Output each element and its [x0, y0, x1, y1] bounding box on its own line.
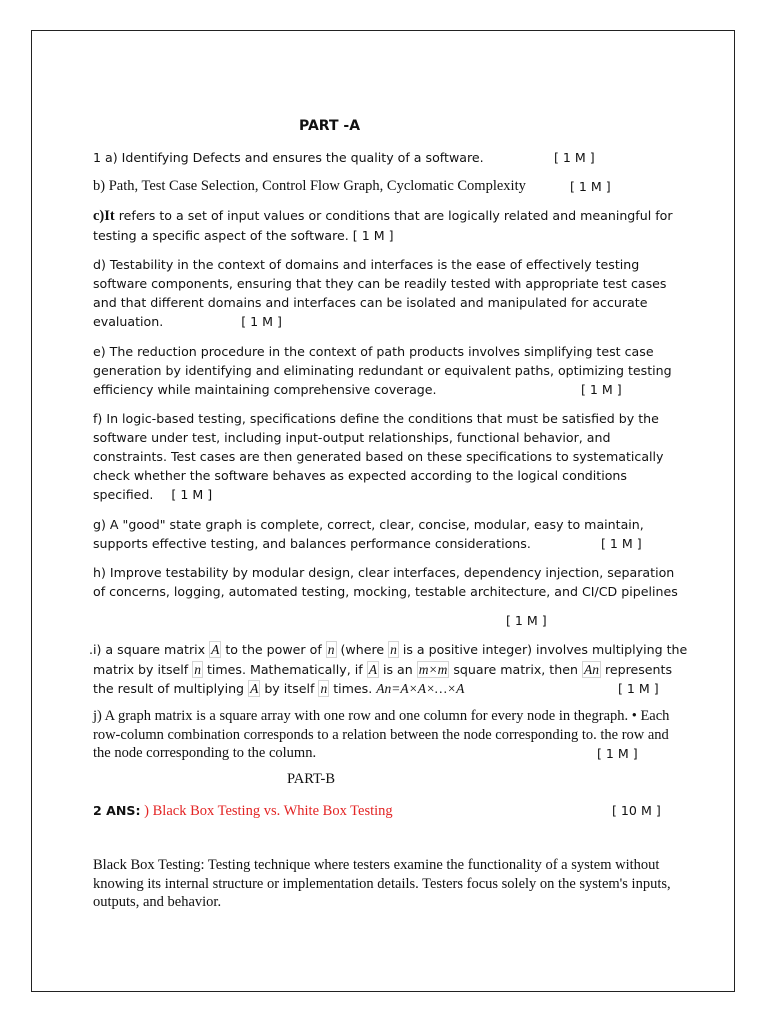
- part-b-title: PART-B: [287, 771, 336, 787]
- question-1g-text: g) A "good" state graph is complete, correct, clear, concise, modular, easy to maintain, supports effective testing, and balances performance considerations.: [93, 517, 644, 551]
- question-1a-mark: [ 1 M ]: [554, 150, 595, 165]
- question-1h: [93, 563, 678, 601]
- question-1i-line-1: .i) a square matrix A to the power of n (where n is a positive integer) involves multiplying the: [89, 642, 688, 657]
- question-1i-line-2: matrix by itself n times. Mathematically, if A is an m×m square matrix, then An represents: [93, 661, 673, 677]
- question-1i-line-3: the result of multiplying A by itself n times. An=A×A×…×A: [93, 681, 465, 696]
- question-1a-text: 1 a) Identifying Defects and ensures the quality of a software.: [93, 150, 484, 165]
- question-1h-text: h) Improve testability by modular design, clear interfaces, dependency injection, separation of concerns, logging, automated testing, mocking, testable architecture, and CI/CD pipelines: [93, 565, 678, 599]
- question-1c: [93, 206, 678, 245]
- question-1b-text: b) Path, Test Case Selection, Control Flow Graph, Cyclomatic Complexity: [93, 178, 526, 194]
- black-box-text: Black Box Testing: Testing technique where testers examine the functionality of a system without knowing its internal structure or implementation details. Testers focus solely on the system's inputs, outputs, and behavior.: [93, 857, 671, 910]
- math-an: An: [583, 661, 599, 677]
- question-1h-mark: [ 1 M ]: [506, 613, 547, 628]
- question-1c-lead: c)It: [93, 208, 115, 224]
- part-a-title: PART -A: [299, 118, 361, 134]
- question-1g: [93, 515, 678, 553]
- question-1i: [89, 640, 688, 699]
- math-formula: An=A×A×…×A: [376, 681, 465, 696]
- math-n: n: [194, 661, 201, 677]
- question-2-title: ) Black Box Testing vs. White Box Testing: [140, 803, 393, 819]
- question-1e-mark: [ 1 M ]: [581, 382, 622, 397]
- math-a: A: [368, 661, 377, 677]
- question-1d-mark: [ 1 M ]: [241, 314, 282, 329]
- question-1b-mark: [ 1 M ]: [570, 179, 611, 194]
- question-1f-mark: [ 1 M ]: [171, 487, 213, 502]
- question-1j-text: j) A graph matrix is a square array with one row and one column for every node in thegraph. • Each row-column combination corresponds to a relation between the node corresponding to. the row and the node corresponding to the column.: [93, 708, 670, 761]
- math-n: n: [320, 681, 328, 696]
- math-a: A: [250, 681, 259, 696]
- question-2-mark: [ 10 M ]: [612, 803, 661, 818]
- math-mxm: m×m: [418, 661, 448, 677]
- math-n: n: [390, 642, 397, 657]
- math-a: A: [211, 642, 220, 657]
- question-1j-mark: [ 1 M ]: [597, 746, 638, 761]
- question-1f-text: f) In logic-based testing, specifications define the conditions that must be satisfied by the software under test, including input-output relationships, functional behavior, and constraints. Test cases are then generated based on these specifications to systematically check whether the software behaves as expected according to the logical conditions specified.: [93, 411, 664, 502]
- question-1d-text: d) Testability in the context of domains and interfaces is the ease of effectively testing software components, ensuring that they can be readily tested with appropriate test cases and that different domains and interfaces can be isolated and manipulated for accurate evaluation.: [93, 257, 667, 329]
- question-1j: [93, 707, 678, 763]
- question-1c-text: refers to a set of input values or conditions that are logically related and meaningful for testing a specific aspect of the software.: [93, 208, 673, 243]
- question-2-label: 2 ANS:: [93, 803, 141, 818]
- question-1f: [93, 409, 678, 504]
- question-1c-mark: [ 1 M ]: [352, 228, 394, 243]
- question-1g-mark: [ 1 M ]: [601, 536, 642, 551]
- black-box-paragraph: [93, 856, 678, 912]
- question-1e-text: e) The reduction procedure in the context of path products involves simplifying test case generation by identifying and eliminating redundant or equivalent paths, optimizing testing efficiency while maintaining comprehensive coverage.: [93, 344, 672, 397]
- question-1i-mark: [ 1 M ]: [618, 681, 659, 696]
- question-2-heading: [93, 801, 393, 821]
- question-1d: [93, 255, 678, 331]
- math-n: n: [327, 642, 335, 657]
- document-page: [31, 30, 735, 992]
